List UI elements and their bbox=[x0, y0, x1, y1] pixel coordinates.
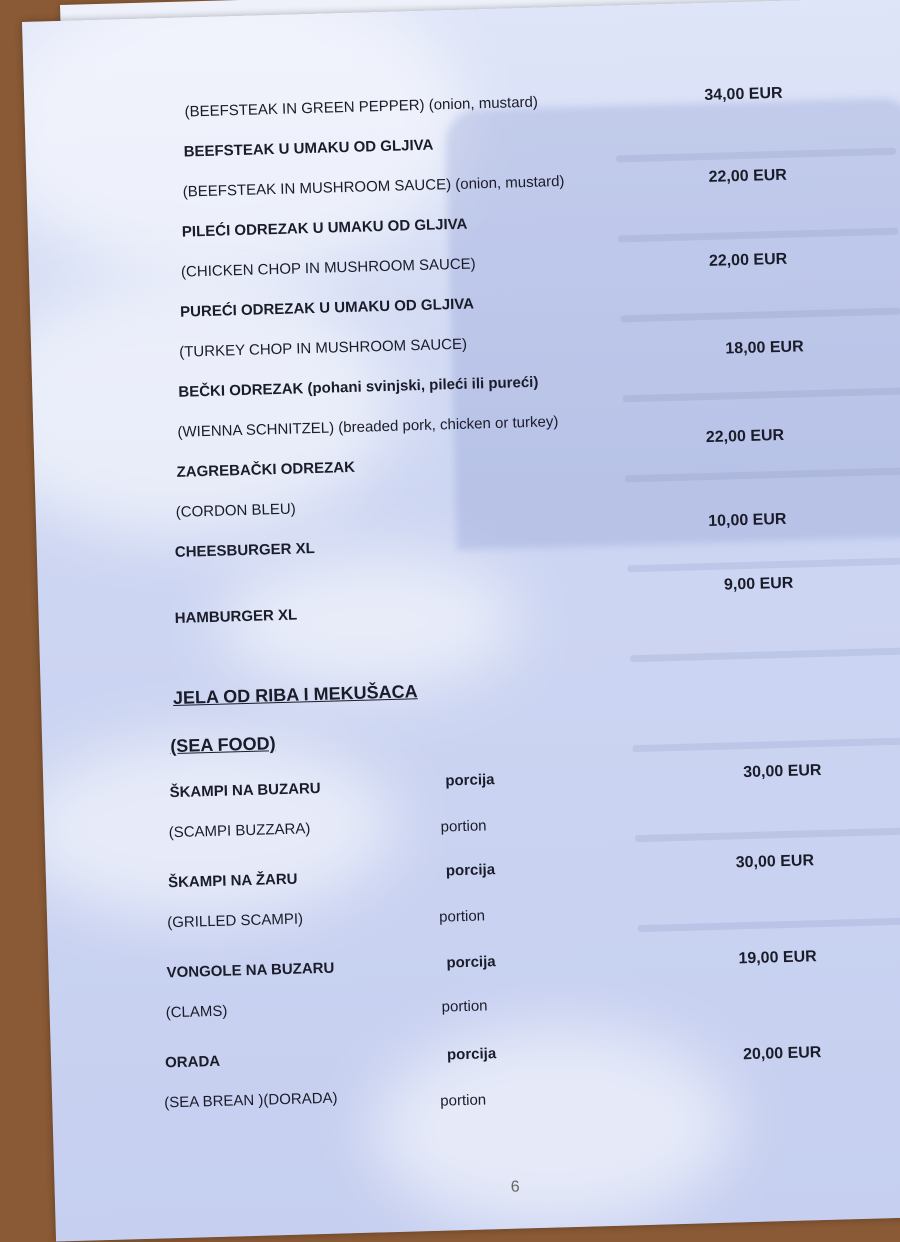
dish-name: BEČKI ODREZAK (pohani svinjski, pileći ili pureći) bbox=[178, 373, 539, 401]
portion-label: porcija bbox=[445, 771, 495, 790]
dish-price: 10,00 EUR bbox=[707, 510, 787, 531]
dish-price: 34,00 EUR bbox=[704, 84, 783, 104]
seafood-translation: (SEA BREAN )(DORADA) bbox=[164, 1089, 338, 1112]
dish-name: HAMBURGER XL bbox=[174, 606, 298, 627]
dish-translation: (TURKEY CHOP IN MUSHROOM SAUCE) bbox=[179, 335, 468, 361]
dish-price: 22,00 EUR bbox=[705, 426, 785, 447]
portion-label: porcija bbox=[446, 953, 496, 972]
seafood-translation: (CLAMS) bbox=[165, 1002, 228, 1022]
light-patch bbox=[370, 1023, 735, 1233]
bleed-through-line bbox=[627, 557, 900, 572]
seafood-translation: (SCAMPI BUZZARA) bbox=[168, 820, 311, 842]
seafood-price: 30,00 EUR bbox=[743, 761, 822, 782]
portion-label: portion bbox=[441, 997, 488, 1016]
portion-label: porcija bbox=[445, 861, 496, 880]
dish-name: PILEĆI ODREZAK U UMAKU OD GLJIVA bbox=[181, 215, 468, 241]
dish-name: BEEFSTEAK U UMAKU OD GLJIVA bbox=[183, 136, 434, 161]
portion-label: porcija bbox=[446, 1045, 497, 1064]
bleed-through-line bbox=[637, 917, 900, 932]
section-heading: JELA OD RIBA I MEKUŠACA bbox=[172, 681, 418, 709]
seafood-translation: (GRILLED SCAMPI) bbox=[166, 910, 304, 932]
cast-shadow bbox=[445, 97, 900, 550]
bleed-through-line bbox=[630, 647, 900, 662]
dish-name: PUREĆI ODREZAK U UMAKU OD GLJIVA bbox=[179, 295, 475, 321]
portion-label: portion bbox=[440, 1091, 487, 1110]
dish-price: 18,00 EUR bbox=[725, 338, 804, 358]
section-subheading: (SEA FOOD) bbox=[169, 733, 276, 757]
dish-translation: (CHICKEN CHOP IN MUSHROOM SAUCE) bbox=[180, 255, 476, 281]
dish-price: 22,00 EUR bbox=[708, 166, 788, 186]
portion-label: portion bbox=[438, 907, 486, 926]
seafood-name: ŠKAMPI NA ŽARU bbox=[167, 870, 298, 892]
dish-translation: (WIENNA SCHNITZEL) (breaded pork, chicken or turkey) bbox=[177, 413, 559, 441]
page-number: 6 bbox=[510, 1178, 520, 1196]
menu-page bbox=[22, 0, 900, 1242]
dish-translation: (BEEFSTEAK IN MUSHROOM SAUCE) (onion, mustard) bbox=[182, 172, 565, 201]
dish-price: 22,00 EUR bbox=[708, 250, 788, 270]
seafood-name: ŠKAMPI NA BUZARU bbox=[169, 779, 321, 802]
dish-name: ZAGREBAČKI ODREZAK bbox=[176, 458, 356, 481]
bleed-through-line bbox=[632, 737, 900, 752]
portion-label: portion bbox=[440, 817, 487, 836]
seafood-price: 19,00 EUR bbox=[738, 948, 817, 968]
dish-price: 9,00 EUR bbox=[723, 574, 794, 594]
seafood-price: 20,00 EUR bbox=[742, 1044, 822, 1064]
dish-translation: (BEEFSTEAK IN GREEN PEPPER) (onion, mustard) bbox=[184, 93, 539, 121]
seafood-name: VONGOLE NA BUZARU bbox=[166, 959, 335, 982]
seafood-name: ORADA bbox=[164, 1052, 221, 1072]
dish-name: CHEESBURGER XL bbox=[174, 540, 316, 561]
dish-translation: (CORDON BLEU) bbox=[175, 500, 296, 521]
seafood-price: 30,00 EUR bbox=[735, 852, 815, 872]
bleed-through-line bbox=[635, 827, 900, 842]
